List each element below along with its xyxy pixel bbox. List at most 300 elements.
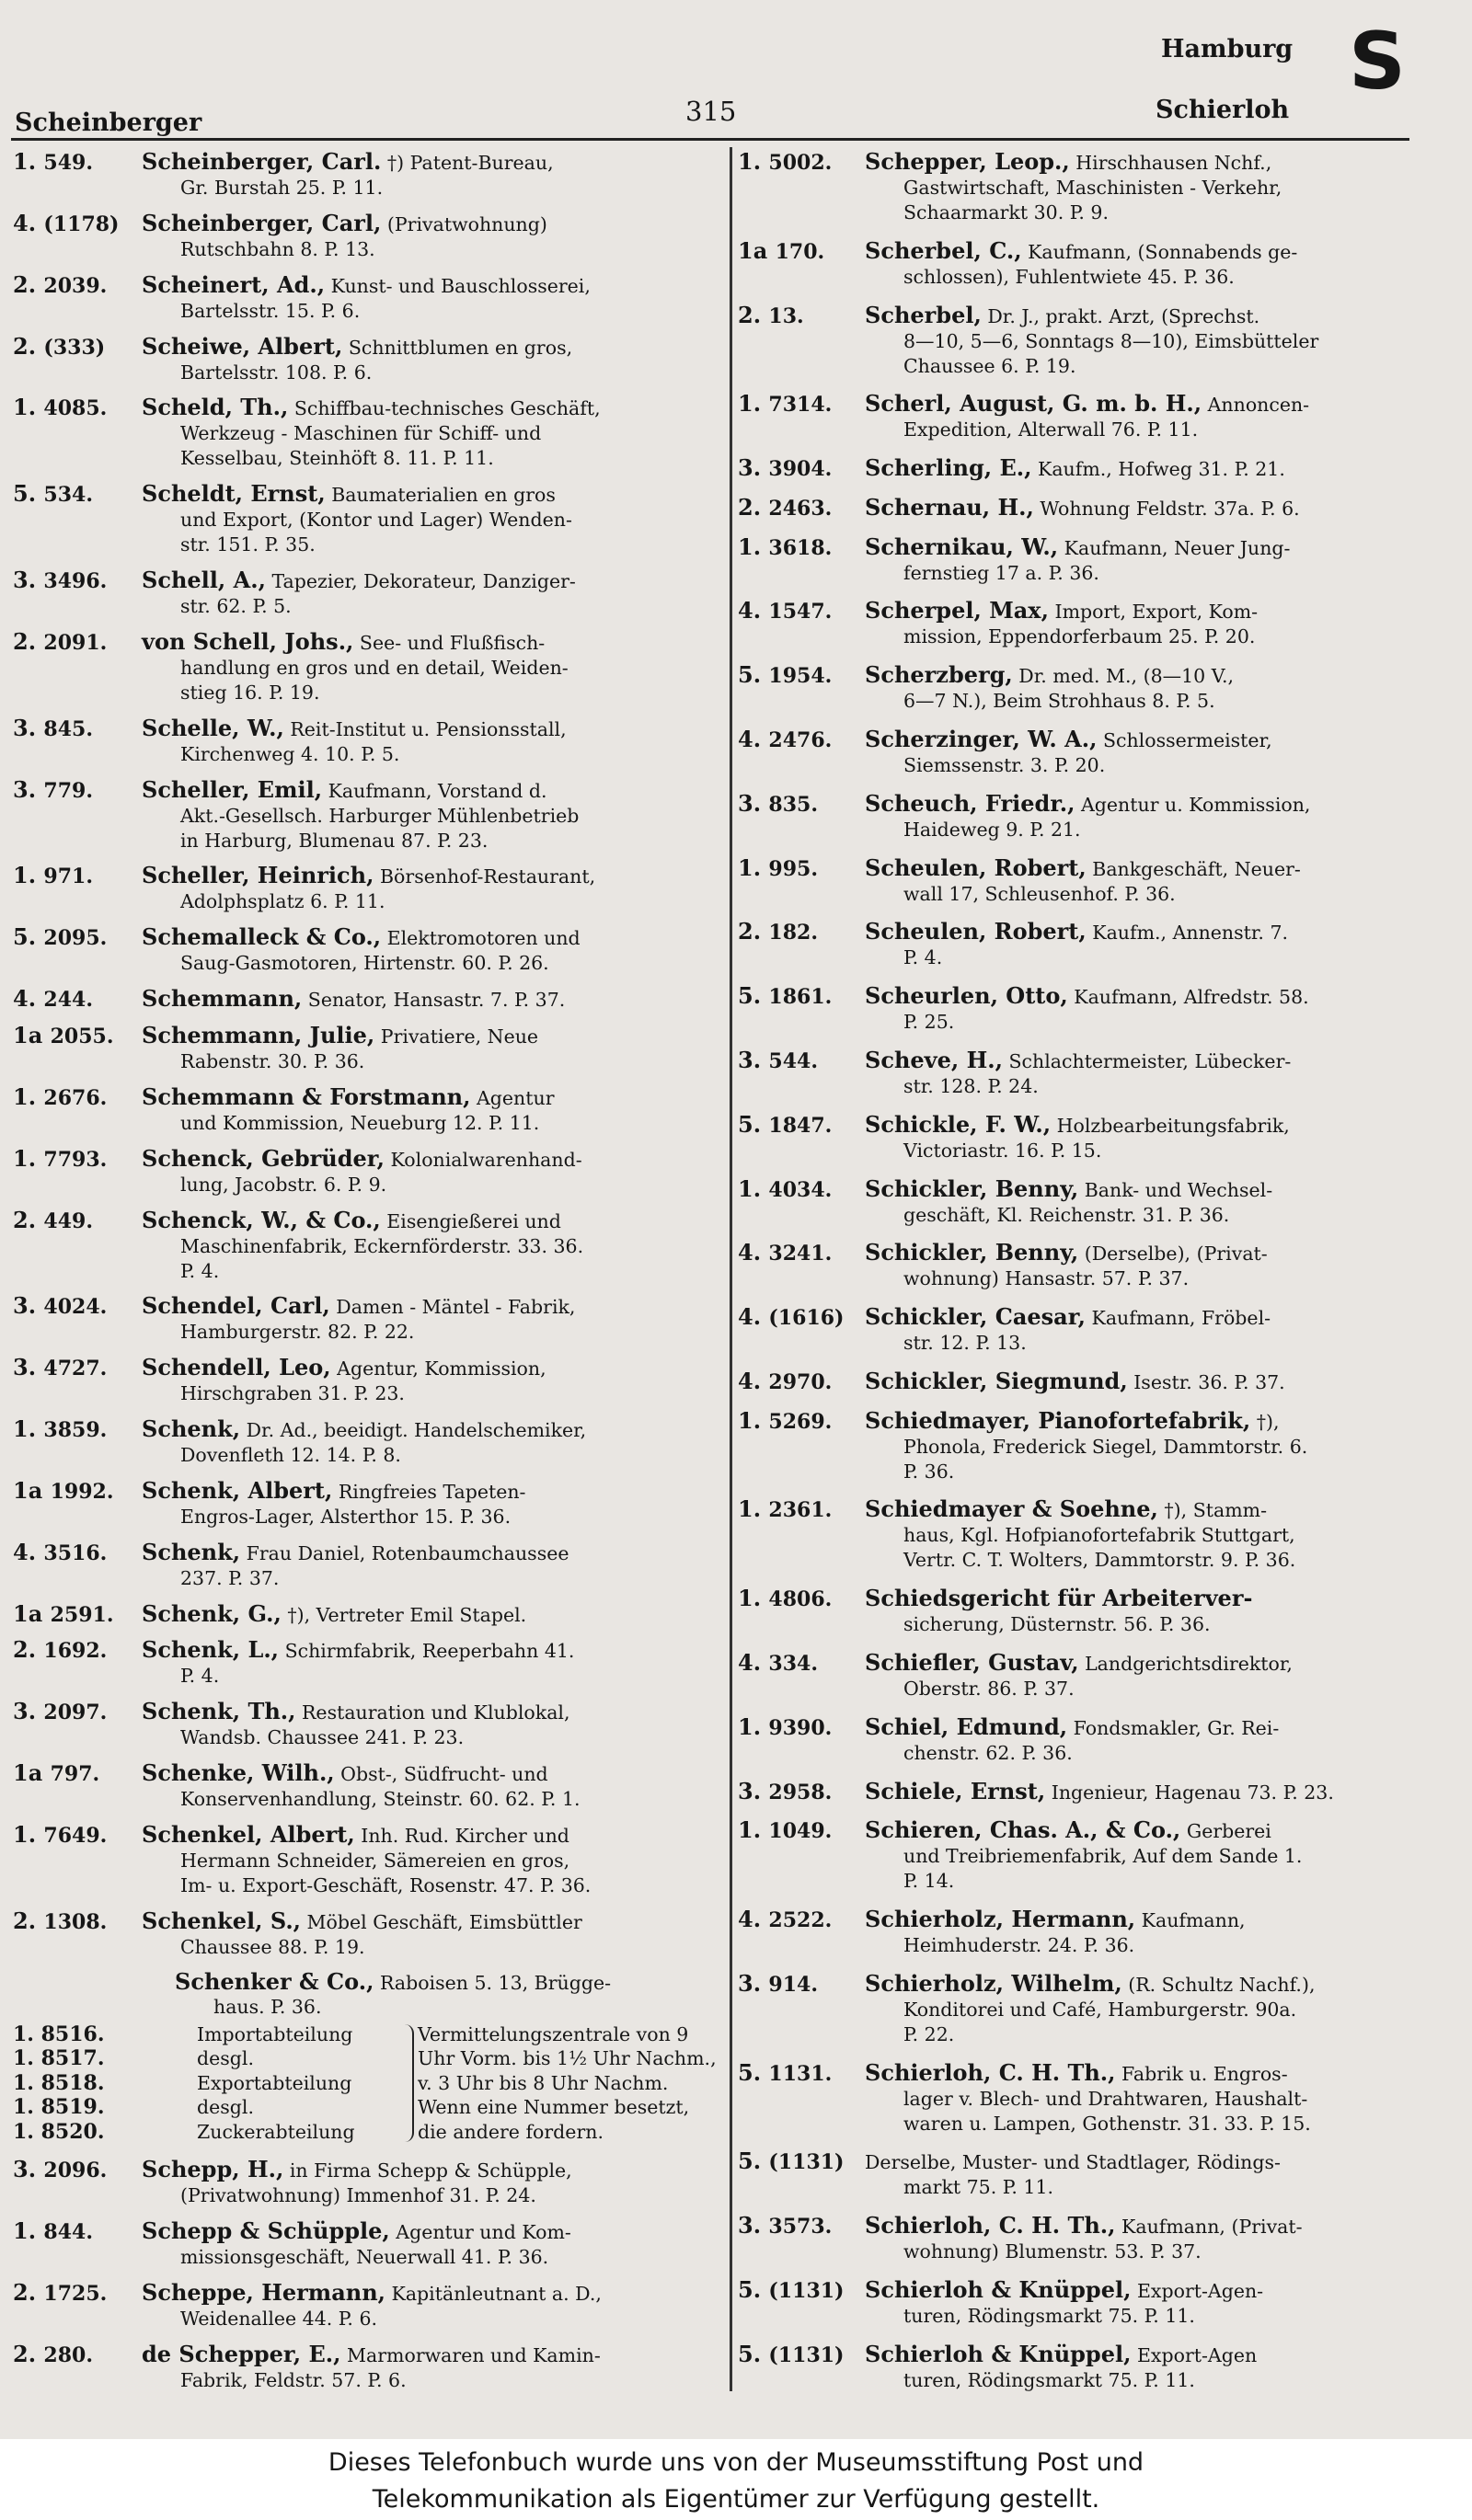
entry-number [13, 1760, 99, 1787]
directory-entry [13, 395, 721, 471]
entry-text [142, 149, 721, 200]
phone-number: (333) [43, 335, 106, 360]
exchange-code: 4. [13, 985, 37, 1013]
exchange-code: 1. [738, 390, 762, 418]
phone-number: (1178) [43, 212, 120, 236]
section-letter: S [1349, 16, 1406, 108]
exchange-code: 4. [738, 1906, 762, 1933]
subscriber-name: Schenk, L., [142, 1636, 280, 1664]
exchange-code: 1. [13, 1082, 37, 1110]
entry-text [142, 777, 721, 853]
entry-details: †), Vertreter Emil Stapel. [281, 1603, 527, 1626]
entry-continuation: Oberstr. 86. P. 37. [903, 1677, 1075, 1700]
directory-entry [738, 2148, 1426, 2200]
subscriber-name: Schickle, F. W., [865, 1110, 1052, 1138]
entry-number [13, 1208, 93, 1234]
directory-entry [13, 1084, 721, 1136]
entry-continuation: markt 75. P. 11. [903, 2176, 1054, 2199]
subscriber-name: Scherbel, [865, 301, 982, 328]
phone-number: 971. [43, 865, 94, 889]
subscriber-name: Schenck, W., & Co., [142, 1206, 381, 1233]
exchange-code: 5. [738, 2148, 762, 2175]
entry-continuation: Hermann Schneider, Sämereien en gros, [180, 1849, 570, 1872]
phone-number: 544. [768, 1048, 819, 1073]
subscriber-name: Scherling, E., [865, 454, 1032, 482]
directory-entry [738, 2060, 1426, 2136]
entry-number [13, 1908, 107, 1935]
subscriber-name: Schierholz, Wilhelm, [865, 1969, 1122, 1997]
entry-text [142, 211, 721, 262]
directory-entry [13, 1208, 721, 1284]
directory-entry [13, 2157, 721, 2208]
directory-entry [738, 727, 1426, 778]
directory-entry [738, 1586, 1426, 1637]
phone-number: (1616) [768, 1306, 845, 1331]
entry-continuation: lung, Jacobstr. 6. P. 9. [180, 1173, 387, 1196]
entry-text [142, 1023, 721, 1074]
phone-number: 1547. [768, 600, 833, 624]
exchange-code: 1a [738, 236, 768, 264]
entry-continuation: turen, Rödingsmarkt 75. P. 11. [903, 2305, 1195, 2327]
phone-number: 1725. [43, 2282, 108, 2307]
phone-number: 1131. [768, 2061, 833, 2086]
entry-number [738, 1714, 832, 1741]
entry-details: Raboisen 5. 13, Brügge- [374, 1971, 612, 1994]
entry-details: Frau Daniel, Rotenbaumchaussee [240, 1541, 569, 1564]
entry-number [738, 534, 832, 561]
entry-continuation: P. 25. [903, 1011, 955, 1034]
entry-text [142, 924, 721, 976]
entry-text [142, 395, 721, 471]
entry-continuation: in Harburg, Blumenau 87. P. 23. [180, 829, 489, 852]
subscriber-name: Scheurlen, Otto, [865, 982, 1068, 1010]
entry-details: Kaufmann, Fröbel- [1086, 1307, 1271, 1330]
entry-text [865, 2060, 1426, 2136]
directory-entry [738, 391, 1426, 442]
entry-continuation: 8—10, 5—6, Sonntags 8—10), Eimsbütteler [903, 329, 1319, 352]
group-heading [175, 1967, 721, 1995]
entry-details: Obst-, Südfrucht- und [334, 1763, 548, 1786]
entry-number [738, 1240, 832, 1266]
entry-continuation: haus, Kgl. Hofpianofortefabrik Stuttgart, [903, 1524, 1295, 1547]
entry-details: Kaufmann, (Sonnabends ge- [1021, 240, 1298, 263]
entry-details: Agentur und Kom- [389, 2221, 571, 2244]
phone-number: 2958. [768, 1780, 833, 1804]
entry-number [738, 1408, 832, 1435]
entry-details: Privatiere, Neue [374, 1025, 539, 1048]
entry-number [738, 2148, 844, 2175]
entry-continuation: wall 17, Schleusenhof. P. 36. [903, 882, 1176, 905]
entry-continuation: Siemssenstr. 3. P. 20. [903, 754, 1106, 777]
entry-continuation: str. 151. P. 35. [180, 533, 316, 556]
entry-details: Elektromotoren und [381, 927, 581, 950]
phone-number: 1992. [50, 1479, 114, 1504]
exchange-code: 5. [738, 1110, 762, 1138]
entry-continuation: P. 4. [180, 1259, 220, 1282]
department-lines [13, 2022, 721, 2148]
subscriber-name: Schiedmayer, Pianofortefabrik, [865, 1406, 1251, 1434]
entry-continuation: und Export, (Kontor und Lager) Wenden- [180, 509, 572, 532]
entry-text [142, 1478, 721, 1529]
entry-details: Kaufm., Hofweg 31. P. 21. [1031, 458, 1285, 481]
entry-details: Schiffbau-technisches Geschäft, [288, 397, 601, 420]
footer-line-2: Telekommunikation als Eigentümer zur Verfügung gestellt. [372, 2485, 1100, 2514]
entry-text [142, 1355, 721, 1406]
department-row [13, 2022, 418, 2047]
entry-text [865, 1779, 1426, 1805]
directory-entry [738, 2213, 1426, 2264]
exchange-code: 1. [738, 1495, 762, 1523]
entry-text [865, 1650, 1426, 1701]
exchange-code: 1. [738, 1712, 762, 1740]
entry-number [13, 1416, 107, 1443]
entry-continuation: Hamburgerstr. 82. P. 22. [180, 1321, 415, 1344]
phone-number: 3618. [768, 535, 833, 560]
subscriber-name: Scheller, Heinrich, [142, 862, 374, 889]
directory-entry [738, 2342, 1426, 2393]
exchange-code: 2. [13, 332, 37, 360]
exchange-code: 1. [13, 394, 37, 421]
directory-entry [738, 1817, 1426, 1894]
exchange-code: 2. [13, 1206, 37, 1233]
entry-number [738, 2213, 832, 2239]
phone-number: 779. [43, 778, 94, 803]
entry-details: Möbel Geschäft, Eimsbüttler [301, 1910, 582, 1933]
entry-text [865, 1240, 1426, 1291]
entry-continuation: Rabenstr. 30. P. 36. [180, 1049, 365, 1072]
phone-number: 2476. [768, 728, 833, 753]
phone-number: 244. [43, 988, 94, 1013]
exchange-code: 1. [13, 862, 37, 889]
phone-number: 835. [768, 792, 819, 817]
entry-details: Tapezier, Dekorateur, Danziger- [265, 570, 576, 593]
entry-text [142, 986, 721, 1013]
phone-number: 2676. [43, 1085, 108, 1110]
entry-continuation: chenstr. 62. P. 36. [903, 1741, 1073, 1764]
entry-details: Kapitänleutnant a. D., [385, 2283, 602, 2306]
phone-number: 2091. [43, 630, 108, 655]
directory-entry [13, 1355, 721, 1406]
department-name: Exportabteilung [197, 2071, 352, 2094]
subscriber-name: Schiel, Edmund, [865, 1712, 1068, 1740]
exchange-code: 3. [13, 1698, 37, 1725]
subscriber-name: Scheve, H., [865, 1046, 1003, 1073]
exchange-code: 3. [13, 714, 37, 741]
entry-details: †), [1250, 1410, 1280, 1433]
entry-number [738, 1176, 832, 1203]
subscriber-name: Schickler, Siegmund, [865, 1367, 1128, 1394]
subscriber-name: Scheiwe, Albert, [142, 332, 343, 360]
entry-continuation: turen, Rödingsmarkt 75. P. 11. [903, 2368, 1195, 2391]
entry-details: †) Patent-Bureau, [381, 152, 554, 174]
entry-continuation: Rutschbahn 8. P. 13. [180, 237, 375, 260]
subscriber-name: Scheinberger, Carl. [142, 148, 382, 175]
entry-details: Export-Agen [1131, 2343, 1258, 2366]
entry-details: Ingenieur, Hagenau 73. P. 23. [1045, 1781, 1334, 1804]
entry-number [738, 149, 832, 176]
exchange-code: 5. [13, 923, 37, 951]
entry-number [738, 1048, 818, 1074]
entry-text [865, 303, 1426, 379]
subscriber-name: Schiedmayer & Soehne, [865, 1495, 1158, 1523]
entry-continuation: Phonola, Frederick Siegel, Dammtorstr. 6. [903, 1435, 1308, 1458]
subscriber-name: Schickler, Benny, [865, 1174, 1079, 1202]
entry-text [865, 534, 1426, 586]
subscriber-name: Schell, A., [142, 567, 266, 594]
entry-text [142, 1084, 721, 1136]
directory-entry [738, 1176, 1426, 1228]
entry-number [738, 455, 832, 482]
entry-number [738, 855, 818, 882]
exchange-code: 1. [738, 1174, 762, 1202]
entry-number [13, 334, 105, 361]
entry-text [142, 1637, 721, 1689]
subscriber-name: von Schell, Johs., [142, 627, 354, 655]
entry-text [865, 1369, 1426, 1395]
entry-text [865, 662, 1426, 714]
entry-details: Senator, Hansastr. 7. P. 37. [302, 989, 566, 1012]
entry-text [142, 1293, 721, 1345]
entry-details: (Derselbe), (Privat- [1078, 1243, 1268, 1266]
entry-number [13, 1478, 114, 1505]
entry-details: (R. Schultz Nachf.), [1121, 1973, 1316, 1996]
entry-text [142, 1601, 721, 1628]
entry-continuation: wohnung) Hansastr. 57. P. 37. [903, 1267, 1190, 1290]
directory-entry [738, 2277, 1426, 2329]
phone-number: 4806. [768, 1587, 833, 1612]
entry-text [865, 391, 1426, 442]
subscriber-name: Schepp, H., [142, 2156, 284, 2183]
entry-text [142, 1146, 721, 1197]
directory-entry [13, 777, 721, 853]
entry-continuation: Konditorei und Café, Hamburgerstr. 90a. [903, 1998, 1297, 2021]
entry-details: Isestr. 36. P. 37. [1127, 1370, 1285, 1393]
entry-details: Bank- und Wechsel- [1078, 1178, 1273, 1201]
exchange-code: 5. [738, 2340, 762, 2367]
exchange-code: 3. [13, 1292, 37, 1320]
entry-number [738, 1586, 832, 1612]
subscriber-name: Schepp & Schüpple, [142, 2217, 390, 2245]
entry-text [865, 149, 1426, 225]
entry-text [865, 2277, 1426, 2329]
entry-details: Agentur, Kommission, [330, 1357, 546, 1380]
subscriber-name: Schenk, G., [142, 1599, 282, 1627]
exchange-code: 4. [13, 1538, 37, 1565]
phone-number: 2522. [768, 1908, 833, 1933]
phone-number: 5002. [768, 151, 833, 175]
phone-number: 2463. [768, 496, 833, 521]
entry-number [13, 567, 107, 594]
entry-continuation: stieg 16. P. 19. [180, 681, 320, 704]
entry-continuation: Engros-Lager, Alsterthor 15. P. 36. [180, 1505, 512, 1528]
entry-continuation: str. 128. P. 24. [903, 1074, 1039, 1097]
exchange-code: 2. [13, 2279, 37, 2307]
subscriber-name: Schendel, Carl, [142, 1292, 330, 1320]
entry-number [738, 1650, 818, 1677]
exchange-code: 5. [13, 480, 37, 508]
entry-number [738, 1304, 844, 1331]
exchange-code: 3. [738, 1046, 762, 1073]
entry-continuation: Im- u. Export-Geschäft, Rosenstr. 47. P. 36. [180, 1873, 592, 1896]
entry-details: Damen - Mäntel - Fabrik, [329, 1296, 576, 1319]
entry-continuation: 6—7 N.), Beim Strohhaus 8. P. 5. [903, 690, 1215, 713]
exchange-code: 4. [738, 1303, 762, 1331]
subscriber-name: Schemmann, Julie, [142, 1021, 375, 1048]
directory-entry [738, 149, 1426, 225]
entry-number [13, 1293, 107, 1320]
entry-number [13, 1146, 107, 1173]
phone-number: 4727. [43, 1357, 108, 1381]
entry-continuation: Saug-Gasmotoren, Hirtenstr. 60. P. 26. [180, 952, 549, 975]
exchange-code: 4. [738, 1648, 762, 1676]
entry-number [13, 1540, 107, 1566]
subscriber-name: Scheld, Th., [142, 394, 289, 421]
entry-details: Baumaterialien en gros [325, 484, 556, 507]
department-row [13, 2095, 418, 2120]
entry-number [13, 1699, 107, 1725]
subscriber-name: Schenk, [142, 1415, 241, 1443]
exchange-code: 3. [738, 1969, 762, 1997]
directory-entry [13, 149, 721, 200]
exchange-code: 2. [738, 918, 762, 945]
entry-continuation: Weidenallee 44. P. 6. [180, 2308, 378, 2331]
entry-text [865, 1907, 1426, 1958]
directory-entry [13, 2218, 721, 2270]
phone-number: 4085. [43, 396, 108, 421]
subscriber-name: Schernikau, W., [865, 533, 1059, 560]
entry-continuation: Gr. Burstah 25. P. 11. [180, 177, 384, 199]
subscriber-name: Schelle, W., [142, 714, 284, 741]
directory-entry [738, 1048, 1426, 1099]
exchange-code: 1. [738, 1406, 762, 1434]
entry-text [865, 455, 1426, 482]
entry-details: Derselbe, Muster- und Stadtlager, Rödings- [865, 2151, 1281, 2174]
entry-text [865, 1586, 1426, 1637]
subscriber-name: Schierloh, C. H. Th., [865, 2058, 1116, 2086]
entry-number [738, 662, 832, 689]
subscriber-name: Schierloh & Knüppel, [865, 2276, 1132, 2303]
exchange-code: 3. [738, 789, 762, 817]
exchange-code: 5. [738, 2276, 762, 2303]
entry-continuation: Vertr. C. T. Wolters, Dammtorstr. 9. P. 36. [903, 1549, 1296, 1572]
entry-text [142, 1699, 721, 1750]
phone-number: 3573. [768, 2215, 833, 2239]
exchange-code: 1a [13, 1599, 43, 1627]
directory-entry [13, 863, 721, 914]
entry-details: Dr. Ad., beeidigt. Handelschemiker, [240, 1419, 587, 1442]
subscriber-name: Schiefler, Gustav, [865, 1648, 1079, 1676]
entry-number [738, 919, 818, 945]
entry-text [865, 1304, 1426, 1356]
entry-details: Kunst- und Bauschlosserei, [325, 274, 591, 297]
entry-continuation: Kirchenweg 4. 10. P. 5. [180, 742, 400, 765]
entry-number [738, 727, 832, 753]
subscriber-name: Schenk, Albert, [142, 1476, 333, 1504]
subscriber-name: Scherzberg, [865, 661, 1013, 689]
exchange-code: 3. [738, 1777, 762, 1804]
phone-number: 2097. [43, 1701, 108, 1725]
entry-number [738, 598, 832, 624]
page-number: 315 [685, 96, 737, 127]
directory-entry [738, 662, 1426, 714]
entry-number [13, 149, 93, 176]
exchange-code: 3. [738, 2212, 762, 2239]
subscriber-name: Scheppe, Hermann, [142, 2279, 385, 2307]
entry-continuation: Bartelsstr. 108. P. 6. [180, 361, 373, 384]
entry-continuation: P. 14. [903, 1870, 955, 1893]
entry-details: Kolonialwarenhand- [385, 1148, 582, 1171]
phone-number: 2591. [50, 1602, 114, 1627]
subscriber-name: Scheulen, Robert, [865, 853, 1087, 881]
entry-details: Holzbearbeitungsfabrik, [1051, 1114, 1290, 1137]
exchange-code: 3. [738, 454, 762, 482]
phone-number: 1. 8516. [13, 2022, 105, 2046]
entry-number [13, 924, 107, 951]
directory-entry [13, 481, 721, 557]
entry-details: Schirmfabrik, Reeperbahn 41. [279, 1640, 575, 1663]
phone-number: (1131) [768, 2279, 845, 2303]
directory-entry [738, 1907, 1426, 1958]
exchange-code: 2. [738, 301, 762, 328]
phone-number: (1131) [768, 2150, 845, 2175]
directory-entry [738, 598, 1426, 649]
entry-text [142, 716, 721, 767]
entry-number [738, 2060, 832, 2087]
directory-entry [738, 1369, 1426, 1395]
entry-details: Agentur [470, 1086, 555, 1109]
entry-number [13, 395, 107, 421]
exchange-code: 5. [738, 2058, 762, 2086]
phone-number: 1861. [768, 985, 833, 1010]
entry-text [865, 983, 1426, 1035]
entry-number [13, 272, 107, 299]
phone-number: 549. [43, 151, 94, 175]
curly-brace [399, 2024, 414, 2142]
entry-continuation: Gastwirtschaft, Maschinisten - Verkehr, [903, 177, 1282, 199]
entry-text [142, 334, 721, 385]
entry-number [738, 791, 818, 818]
entry-continuation: missionsgeschäft, Neuerwall 41. P. 36. [180, 2246, 549, 2269]
entry-details: Ringfreies Tapeten- [332, 1480, 526, 1503]
entry-number [738, 2342, 844, 2368]
entry-number [738, 391, 832, 418]
phone-number: 844. [43, 2220, 94, 2245]
phone-number: 1. 8517. [13, 2046, 105, 2071]
department-row [13, 2120, 418, 2145]
exchange-code: 2. [13, 627, 37, 655]
phone-number: 7649. [43, 1823, 108, 1848]
exchange-code: 3. [13, 775, 37, 803]
entry-number [738, 1496, 832, 1523]
entry-number [13, 211, 119, 237]
directory-entry [13, 629, 721, 705]
phone-number: 845. [43, 716, 94, 741]
directory-entry [13, 1023, 721, 1074]
entry-number [13, 1637, 107, 1664]
entry-number [738, 1369, 832, 1395]
directory-entry [738, 1650, 1426, 1701]
directory-entry [13, 272, 721, 324]
directory-entry [13, 1760, 721, 1812]
exchange-code: 1. [738, 1816, 762, 1844]
entry-text [865, 1408, 1426, 1484]
entry-details: Eisengießerei und [380, 1209, 561, 1232]
entry-details: †), Stamm- [1157, 1499, 1267, 1522]
phone-number: 797. [50, 1762, 100, 1787]
phone-number: 1049. [768, 1819, 833, 1844]
directory-entry [738, 1112, 1426, 1163]
directory-entry [13, 567, 721, 619]
